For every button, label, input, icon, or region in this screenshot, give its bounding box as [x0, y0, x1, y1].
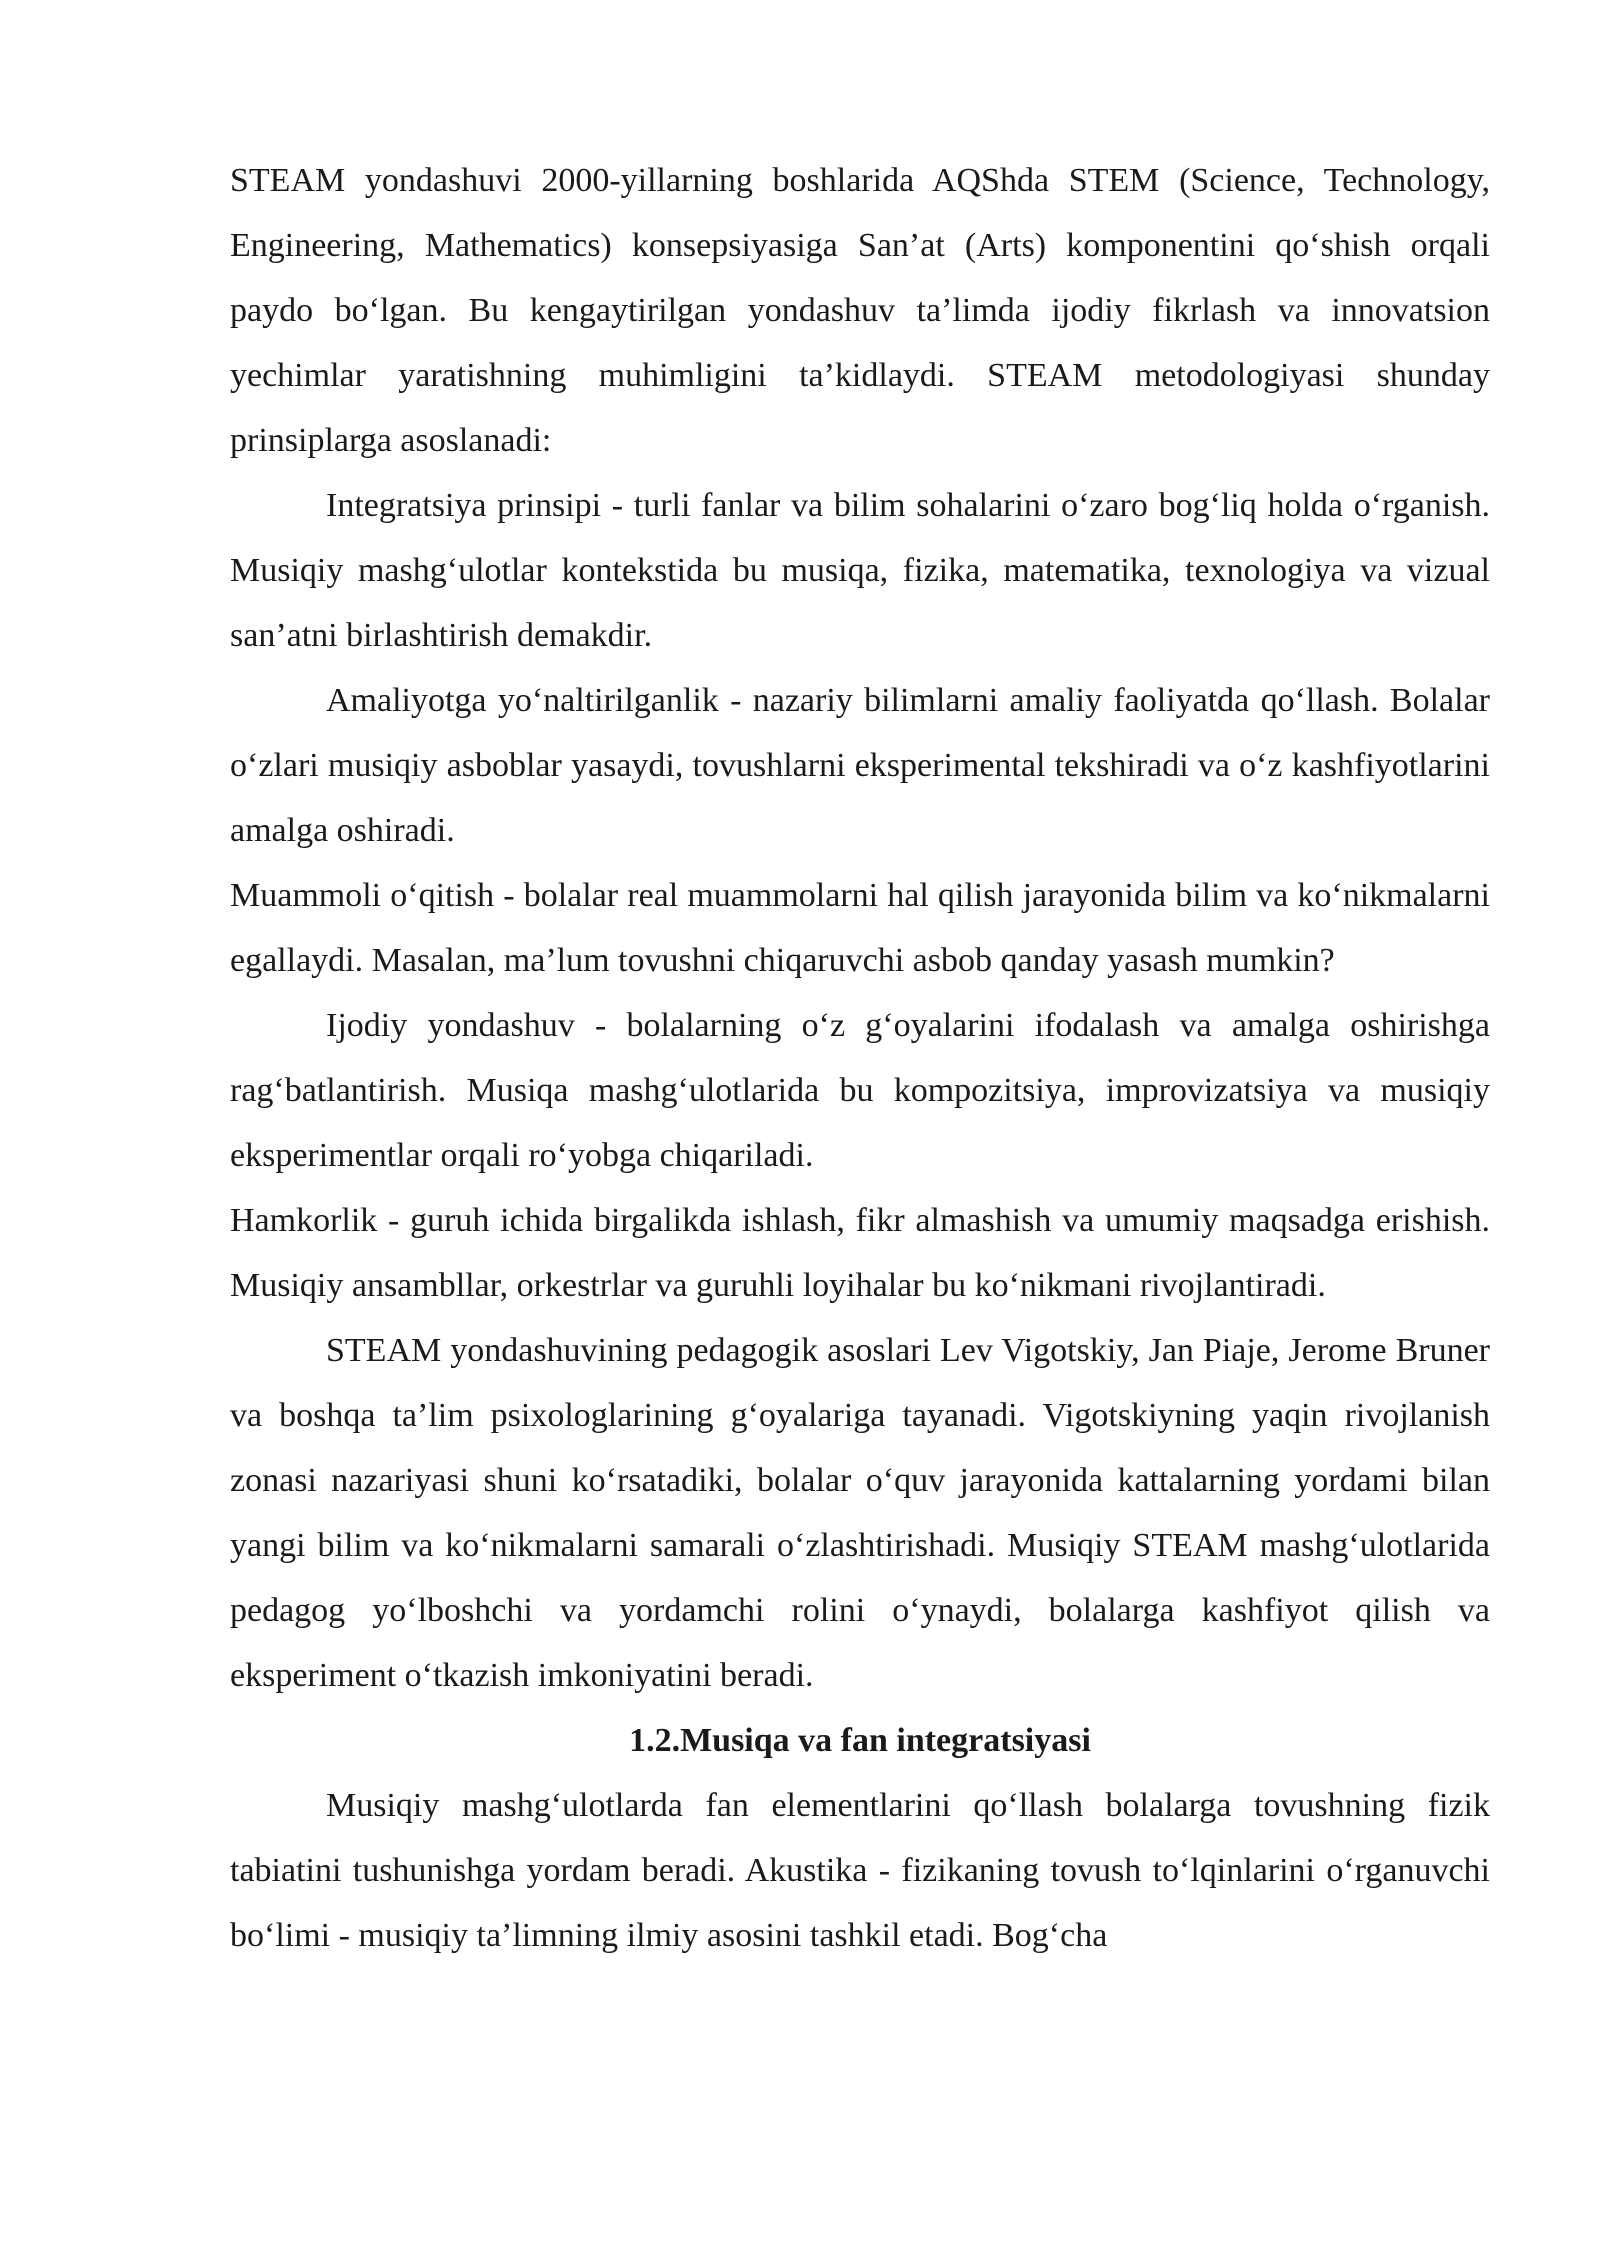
- paragraph-integration-principle: Integratsiya prinsipi - turli fanlar va bilim sohalarini o‘zaro bog‘liq holda o‘rganish. Musiqiy mashg‘ulotlar kontekstida bu musiqa, fizika, matematika, texnologiya va vizual san’atni birlashtirish demakdir.: [230, 487, 1490, 654]
- paragraph-problem-based-learning: Muammoli o‘qitish - bolalar real muammolarni hal qilish jarayonida bilim va ko‘nikmalarni egallaydi. Masalan, ma’lum tovushni chiqaruvchi asbob qanday yasash mumkin?: [230, 877, 1490, 979]
- paragraph-steam-origin: STEAM yondashuvi 2000-yillarning boshlarida AQShda STEM (Science, Technology, Engineering, Mathematics) konsepsiyasiga San’at (Arts) komponentini qo‘shish orqali paydo bo‘lgan. Bu kengaytirilgan yondashuv ta’limda ijodiy fikrlash va innovatsion yechimlar yaratishning muhimligini ta’kidlaydi. STEAM metodologiyasi shunday prinsiplarga asoslanadi:: [230, 162, 1490, 459]
- paragraph-collaboration: Hamkorlik - guruh ichida birgalikda ishlash, fikr almashish va umumiy maqsadga erishish. Musiqiy ansambllar, orkestrlar va guruhli loyihalar bu ko‘nikmani rivojlantiradi.: [230, 1202, 1490, 1304]
- paragraph-pedagogical-foundations: STEAM yondashuvining pedagogik asoslari Lev Vigotskiy, Jan Piaje, Jerome Bruner va boshqa ta’lim psixologlarining g‘oyalariga tayanadi. Vigotskiyning yaqin rivojlanish zonasi nazariyasi shuni ko‘rsatadiki, bolalar o‘quv jarayonida kattalarning yordami bilan yangi bilim va ko‘nikmalarni samarali o‘zlashtirishadi. Musiqiy STEAM mashg‘ulotlarida pedagog yo‘lboshchi va yordamchi rolini o‘ynaydi, bolalarga kashfiyot qilish va eksperiment o‘tkazish imkoniyatini beradi.: [230, 1332, 1490, 1694]
- document-page: [230, 148, 1490, 1968]
- paragraph-music-science: Musiqiy mashg‘ulotlarda fan elementlarini qo‘llash bolalarga tovushning fizik tabiatini tushunishga yordam beradi. Akustika - fizikaning tovush to‘lqinlarini o‘rganuvchi bo‘limi - musiqiy ta’limning ilmiy asosini tashkil etadi. Bog‘cha: [230, 1787, 1490, 1954]
- paragraph-practice-orientation: Amaliyotga yo‘naltirilganlik - nazariy bilimlarni amaliy faoliyatda qo‘llash. Bolalar o‘zlari musiqiy asboblar yasaydi, tovushlarni eksperimental tekshiradi va o‘z kashfiyotlarini amalga oshiradi.: [230, 682, 1490, 849]
- paragraph-creative-approach: Ijodiy yondashuv - bolalarning o‘z g‘oyalarini ifodalash va amalga oshirishga rag‘batlantirish. Musiqa mashg‘ulotlarida bu kompozitsiya, improvizatsiya va musiqiy eksperimentlar orqali ro‘yobga chiqariladi.: [230, 1007, 1490, 1174]
- section-heading: 1.2.Musiqa va fan integratsiyasi: [629, 1722, 1091, 1759]
